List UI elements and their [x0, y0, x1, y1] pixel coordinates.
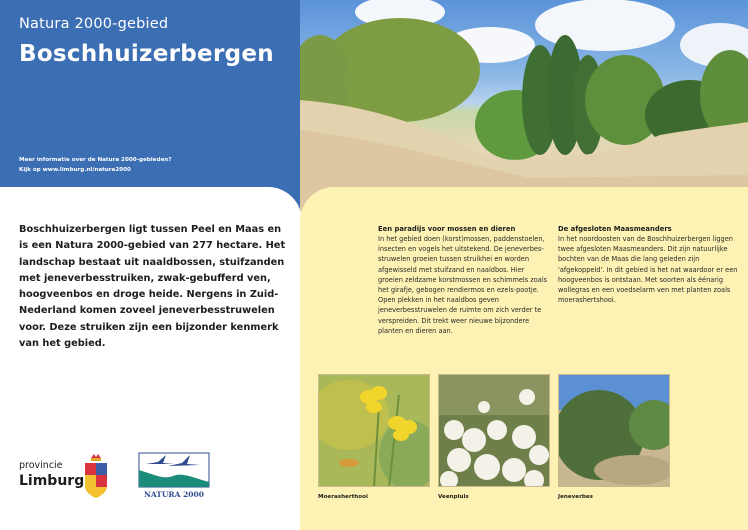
- logo-line1: provincie: [19, 460, 63, 471]
- photo-jeneverbes: [558, 374, 670, 487]
- intro-text: Boschhuizerbergen ligt tussen Peel en Maas en is een Natura 2000-gebied van 277 hectare. Het landschap bestaat uit naaldbossen, stuifzanden met jeneverbesstruiken, zwak-gebufferd ven, hoogveenbos en droge heide. Nergens in Zuid-Nederland komen zoveel jeneverbesstruwelen voor. Deze struiken zijn een bijzonder kenmerk van het gebied.: [19, 224, 286, 350]
- photo-caption: Moerasherthooi: [318, 494, 368, 500]
- logo-line2: Limburg: [19, 473, 85, 489]
- limburg-crest-icon: [82, 452, 110, 500]
- header-panel: [0, 0, 300, 215]
- photo-veenpluis: [438, 374, 550, 487]
- section-meanders: [558, 224, 738, 305]
- page-title: Boschhuizerbergen: [19, 41, 274, 67]
- more-info: [19, 155, 172, 175]
- photo-caption: Jeneverbes: [558, 494, 593, 500]
- info-link[interactable]: Kijk op www.limburg.nl/natura2000: [19, 167, 131, 173]
- info-line: Meer informatie over de Natura 2000-gebieden?: [19, 157, 172, 163]
- natura-label: NATURA 2000: [144, 490, 204, 499]
- section-mosses: [378, 224, 550, 336]
- subtitle: Natura 2000-gebied: [19, 16, 169, 32]
- section-heading: Een paradijs voor mossen en dieren: [378, 225, 516, 233]
- provincie-limburg-logo: [19, 460, 84, 489]
- landscape-photo: [300, 0, 748, 215]
- natura-2000-logo: [138, 452, 210, 500]
- section-heading: De afgesloten Maasmeanders: [558, 225, 672, 233]
- section-body: In het noordoosten van de Boschhuizerbergen liggen twee afgesloten Maasmeanders. Dit zijn natuurlijke bochten van de Maas die lang geleden zijn 'afgekoppeld'. In dit gebied is het nat waardoor er een hoogveenbos is ontstaan. Met soorten als éénarig wollegras en een voedselarm ven met planten zoals moerashertshooi.: [558, 235, 738, 305]
- section-body: In het gebied doen (korst)mossen, paddenstoelen, insecten en vogels het uitstekend. De jeneverbes-struwelen groeien tussen struikhei en worden afgewisseld met stuifzand en naaldbos. Hier groeien zeldzame korstmossen en schimmels zoals het girafje, gebogen rendiermos en ezels-pootje. Open plekken in het naaldbos geven jeneverbesstruwelen de ruimte om zich verder te verspreiden. Dit trekt weer nieuwe bijzondere planten en dieren aan.: [378, 235, 548, 335]
- photo-caption: Veenpluis: [438, 494, 469, 500]
- photo-moerasherthooi: [318, 374, 430, 487]
